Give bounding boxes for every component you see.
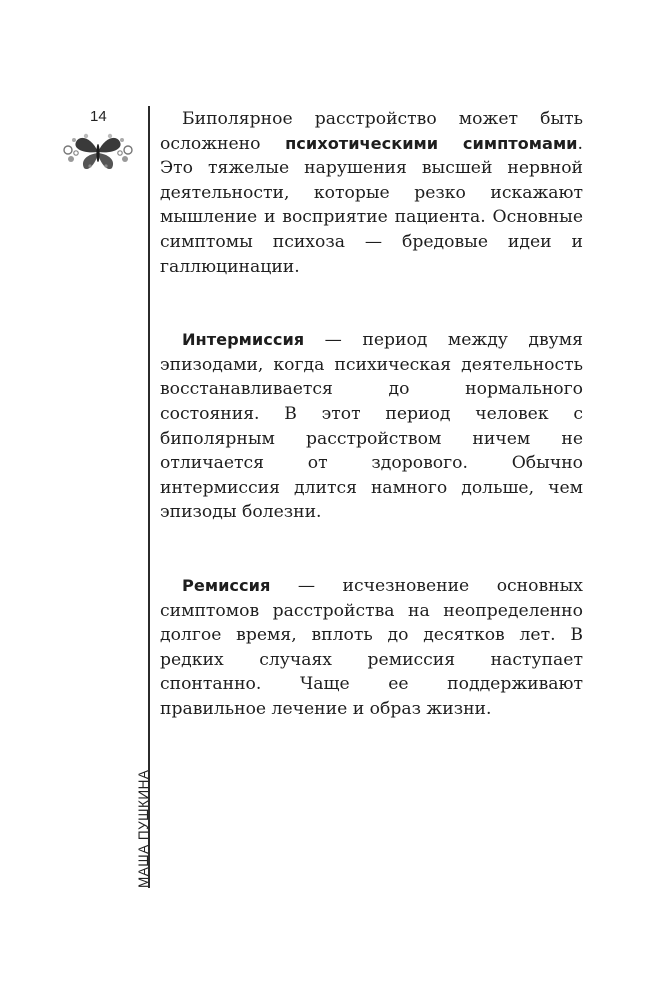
page-number: 14 bbox=[90, 108, 107, 125]
paragraph-text: — период между двумя эпизодами, когда психическая деятельность восстанавливается до нормального состояния. В этот период человек с биполярным расстройством ничем не отличается от здорового. Обычно интермиссия длится намного дольше, чем эпизоды болезни. bbox=[160, 330, 583, 523]
term-remission: Ремиссия bbox=[182, 575, 271, 595]
paragraph-intermission bbox=[160, 328, 583, 525]
term-intermission: Интермиссия bbox=[182, 330, 305, 350]
paragraph-text: — исчезновение основных симптомов расстройства на неопределенно долгое время, вплоть до десятков лет. В редких случаях ремиссия наступает спонтанно. Чаще ее поддерживают правильное лечение и образ жизни. bbox=[160, 575, 583, 719]
butterfly-ornament-icon bbox=[62, 128, 134, 172]
paragraph-text: . Это тяжелые нарушения высшей нервной деятельности, которые резко искажают мышление и восприятие пациента. Основные симптомы психоза — бредовые идеи и галлюцинации. bbox=[160, 133, 583, 277]
paragraph-psychotic-symptoms bbox=[160, 107, 583, 279]
paragraph-remission bbox=[160, 574, 583, 722]
paragraph-text: Биполярное расстройство может быть осложнено bbox=[160, 109, 583, 154]
term-psychotic-symptoms: психотическими симптомами bbox=[285, 133, 578, 153]
running-head-author: МАША ПУШКИНА bbox=[136, 769, 151, 888]
body-text bbox=[160, 107, 583, 721]
